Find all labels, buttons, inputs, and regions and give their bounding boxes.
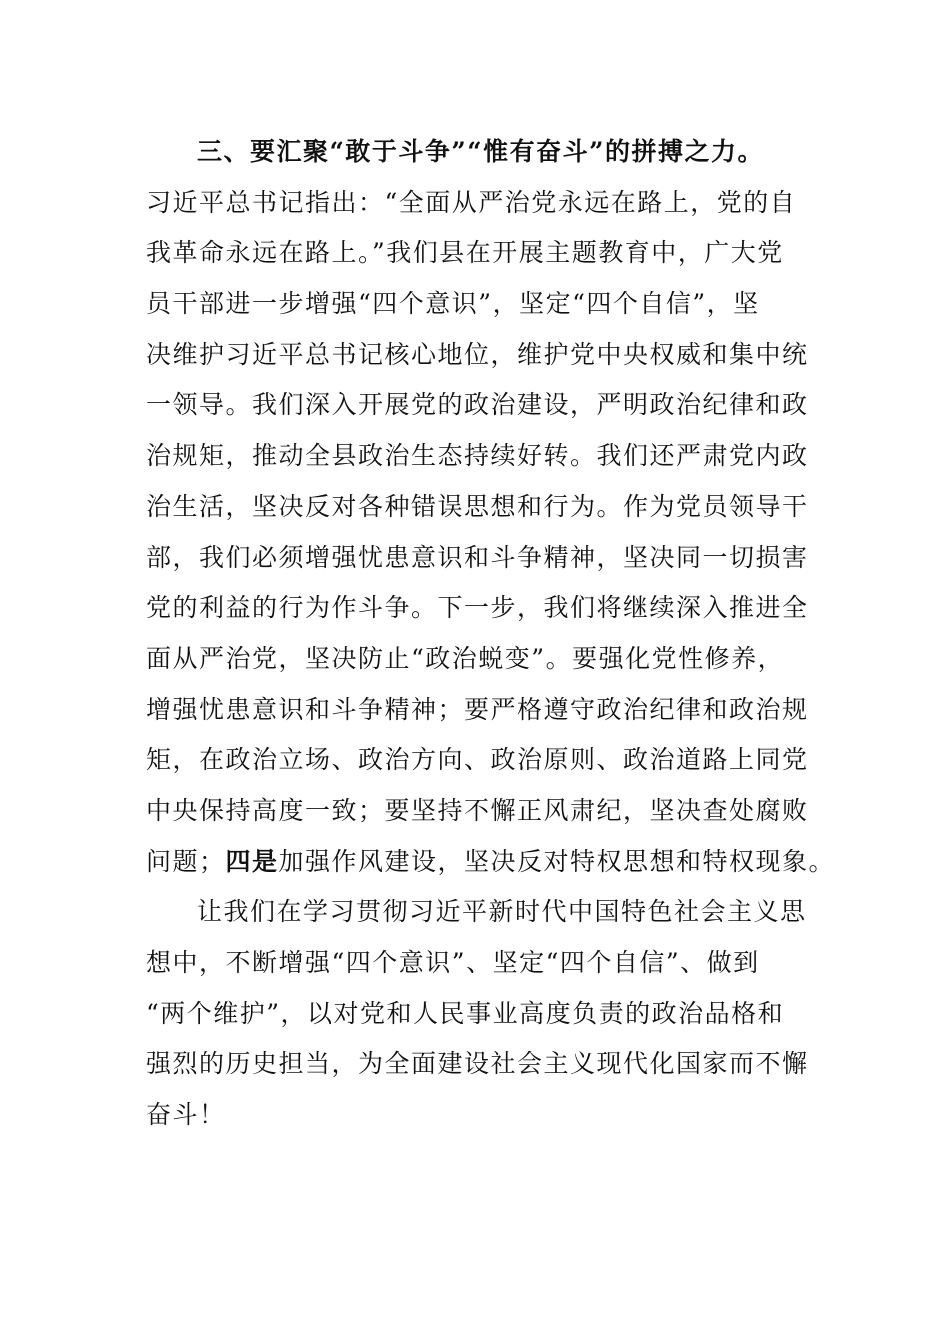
paragraph-line: 习近平总书记指出：“全面从严治党永远在路上，党的自 xyxy=(146,187,797,217)
paragraph-line: 治规矩，推动全县政治生态持续好转。我们还严肃党内政 xyxy=(146,441,809,471)
paragraph-line: 矩，在政治立场、政治方向、政治原则、政治道路上同党 xyxy=(146,745,809,775)
section-heading: 三、要汇聚“敢于斗争”“惟有奋斗”的拼搏之力。 xyxy=(197,137,765,166)
paragraph-line: 我革命永远在路上。”我们县在开展主题教育中，广大党 xyxy=(146,238,784,268)
paragraph-line: 面从严治党，坚决防止“政治蜕变”。要强化党性修养， xyxy=(146,643,785,673)
paragraph-line: 治生活，坚决反对各种错误思想和行为。作为党员领导干 xyxy=(146,491,809,521)
paragraph-line: “两个维护”，以对党和人民事业高度负责的政治品格和 xyxy=(146,998,785,1028)
paragraph-line: 决维护习近平总书记核心地位，维护党中央权威和集中统 xyxy=(146,339,809,369)
last-line-suffix: 加强作风建设，坚决反对特权思想和特权现象。 xyxy=(278,846,836,876)
paragraph-1 xyxy=(146,178,836,888)
document-body xyxy=(146,127,836,1141)
last-line-emphasis: 四是 xyxy=(225,846,279,876)
paragraph-line: 员干部进一步增强“四个意识”，坚定“四个自信”，坚 xyxy=(146,289,760,319)
paragraph-line: 奋斗！ xyxy=(146,1100,226,1130)
paragraph-line: 中央保持高度一致；要坚持不懈正风肃纪，坚决查处腐败 xyxy=(146,795,809,825)
paragraph-line: 让我们在学习贯彻习近平新时代中国特色社会主义思 xyxy=(197,897,807,927)
paragraph-line: 强烈的历史担当，为全面建设社会主义现代化国家而不懈 xyxy=(146,1049,809,1079)
paragraph-line: 一领导。我们深入开展党的政治建设，严明政治纪律和政 xyxy=(146,390,809,420)
paragraph-line: 党的利益的行为作斗争。下一步，我们将继续深入推进全 xyxy=(146,593,809,623)
paragraph-line: 部，我们必须增强忧患意识和斗争精神，坚决同一切损害 xyxy=(146,542,809,572)
paragraph-last-line xyxy=(146,837,836,888)
paragraph-line: 想中，不断增强“四个意识”、坚定“四个自信”、做到 xyxy=(146,948,760,977)
paragraph-2 xyxy=(146,887,809,1140)
last-line-prefix: 问题； xyxy=(146,846,226,876)
paragraph-line: 增强忧患意识和斗争精神；要严格遵守政治纪律和政治规 xyxy=(146,694,809,724)
